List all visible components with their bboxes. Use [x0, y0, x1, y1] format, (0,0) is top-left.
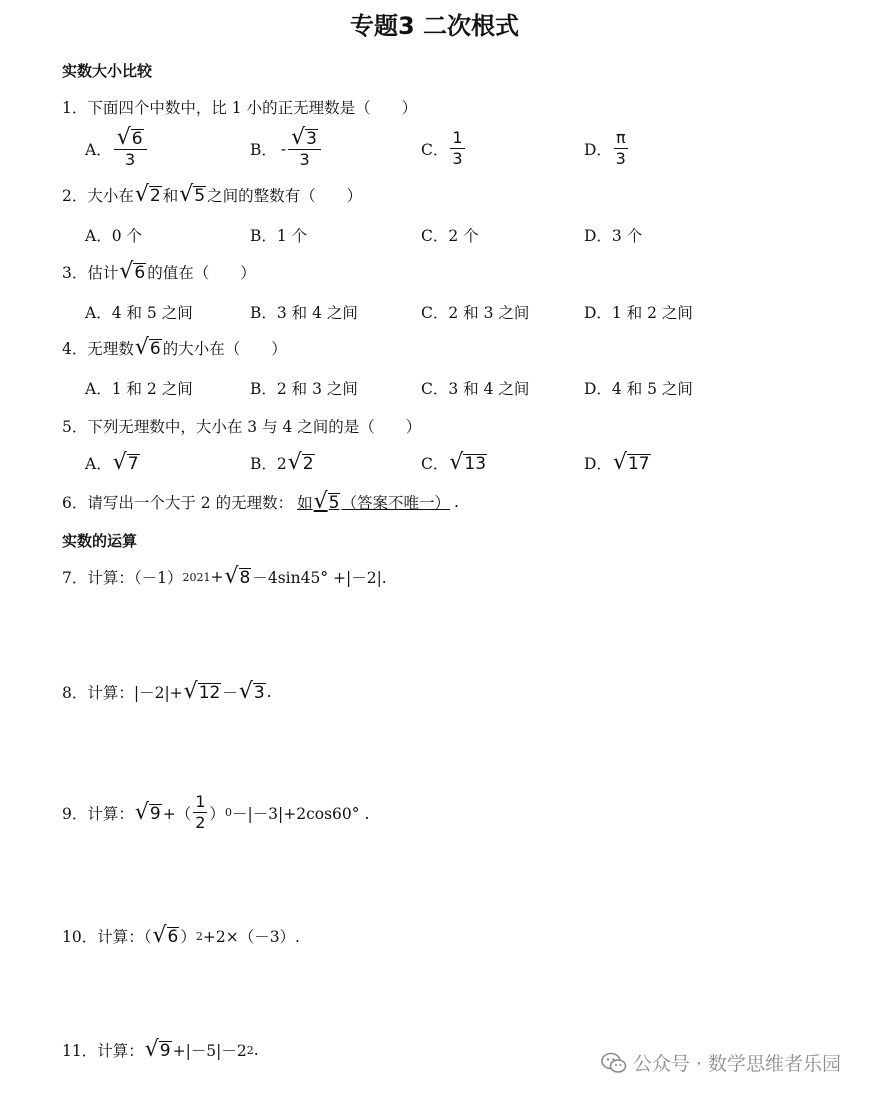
sqrt: √ 5	[313, 489, 340, 514]
section-heading-comparison: 实数大小比较	[62, 62, 153, 80]
section-heading-operations: 实数的运算	[62, 532, 138, 550]
sqrt: √ 17	[612, 450, 650, 475]
question-6: 6．请写出一个大于 2 的无理数： 如 √ 5 （答案不唯一） .	[62, 489, 459, 514]
q4-option-c: C．3 和 4 之间	[421, 380, 530, 398]
sqrt: √ 7	[112, 450, 139, 475]
watermark: 公众号 · 数学思维者乐园	[601, 1049, 841, 1076]
q1-option-c: C． $\frac{1}{3}$	[421, 128, 463, 168]
sqrt: √ 2	[287, 450, 314, 475]
q4-option-d: D．4 和 5 之间	[584, 380, 693, 398]
question-4: 4．无理数 √ 6 的大小在（ ）	[62, 335, 287, 360]
q3-option-d: D．1 和 2 之间	[584, 304, 693, 322]
question-11: 11．计算： √ 9 +|－5|－2 2 .	[62, 1037, 259, 1062]
question-2: 2．大小在 √ 2 和 √ 5 之间的整数有（ ）	[62, 182, 363, 207]
fraction: √ 6 3	[114, 128, 147, 170]
question-8: 8．计算：|－2|+ √ 12 － √ 3 .	[62, 679, 272, 704]
sqrt: √ 5	[179, 182, 206, 207]
sqrt: √ 3	[238, 679, 265, 704]
q5-option-d: D． √ 17	[584, 450, 650, 475]
sqrt: √ 8	[224, 564, 251, 589]
fraction: $\frac{\pi}{3}$	[615, 128, 626, 168]
q2-option-d: D．3 个	[584, 227, 643, 245]
sqrt: √ 12	[183, 679, 221, 704]
question-1: 1．下面四个中数中，比 1 小的正无理数是（ ）	[62, 99, 418, 117]
sqrt: √ 6	[119, 259, 146, 284]
answer-blank: 如 √ 5 （答案不唯一）	[297, 489, 450, 514]
sqrt: √ 6	[116, 125, 143, 150]
q1-option-d: D． $\frac{\pi}{3}$	[584, 128, 626, 168]
sqrt: √ 2	[134, 182, 161, 207]
wechat-icon	[601, 1052, 627, 1074]
q3-option-a: A．4 和 5 之间	[85, 304, 193, 322]
q5-option-b: B．2 √ 2	[250, 450, 314, 475]
fraction: √ 3 3	[288, 128, 321, 170]
q5-option-c: C． √ 13	[421, 450, 487, 475]
q2-option-b: B．1 个	[250, 227, 308, 245]
question-3: 3．估计 √ 6 的值在（ ）	[62, 259, 256, 284]
q2-option-a: A．0 个	[85, 227, 142, 245]
q1-option-b: B． - √ 3 3	[250, 128, 323, 170]
q4-option-b: B．2 和 3 之间	[250, 380, 358, 398]
q5-option-a: A． √ 7	[85, 450, 139, 475]
q2-option-c: C．2 个	[421, 227, 479, 245]
sqrt: √ 9	[144, 1037, 171, 1062]
fraction: $\frac{1}{3}$	[452, 128, 463, 168]
question-9: 9．计算： √ 9 +（ $\frac{1}{2}$ ） 0 －|－3|+2cos60° .	[62, 792, 370, 832]
q4-option-a: A．1 和 2 之间	[85, 380, 193, 398]
question-5: 5．下列无理数中，大小在 3 与 4 之间的是（ ）	[62, 418, 422, 436]
sqrt: √ 13	[449, 450, 487, 475]
sqrt: √ 6	[134, 335, 161, 360]
q3-option-b: B．3 和 4 之间	[250, 304, 358, 322]
fraction: $\frac{1}{2}$	[195, 792, 206, 832]
question-10: 10．计算：（ √ 6 ） 2 +2×（－3）.	[62, 923, 300, 948]
question-7: 7．计算：（－1） 2021 + √ 8 －4sin45° +|－2|.	[62, 564, 387, 589]
page-title: 专题3 二次根式	[349, 12, 520, 40]
q1-option-a: A． √ 6 3	[85, 128, 149, 170]
q3-option-c: C．2 和 3 之间	[421, 304, 530, 322]
sqrt: √ 9	[134, 799, 161, 825]
sqrt: √ 3	[291, 125, 317, 150]
sqrt: √ 6	[152, 923, 179, 948]
